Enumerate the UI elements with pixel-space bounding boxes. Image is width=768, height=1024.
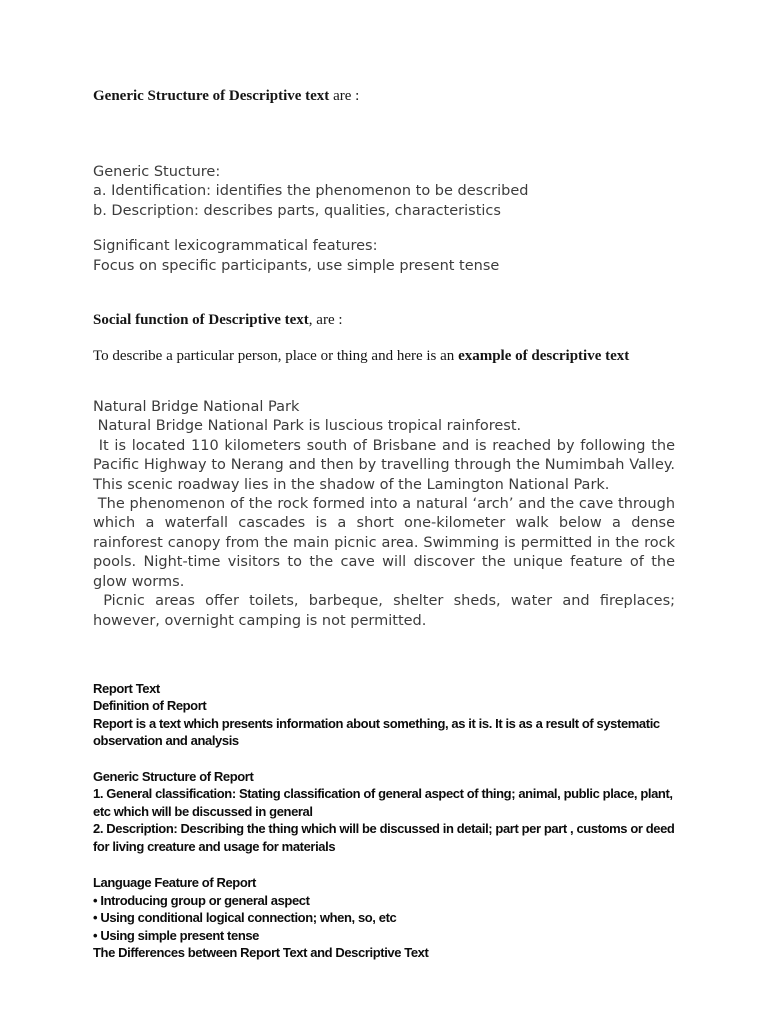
document-content (93, 0, 680, 962)
report-text-title: Report Text (93, 680, 160, 696)
report-structure-item-1: 1. General classification: Stating classification of general aspect of thing; animal, public place, plant, etc which will be discussed in general (93, 786, 673, 819)
report-definition-block (93, 680, 683, 750)
report-structure-title: Generic Structure of Report (93, 768, 254, 784)
example-paragraph: The phenomenon of the rock formed into a natural ‘arch’ and the cave through which a waterfall cascades is a short one-kilometer walk below a dense rainforest canopy from the main picnic area. Swimming is permitted in the rock pools. Night-time visitors to the cave will discover the unique feature of the glow worms. (93, 496, 680, 590)
differences-title: The Differences between Report Text and Descriptive Text (93, 945, 429, 961)
generic-structure-list (93, 163, 675, 221)
social-function-description (93, 346, 675, 366)
heading-social-function-tail: , are : (308, 312, 343, 329)
lexicogrammatical-features (93, 237, 675, 276)
report-definition-title: Definition of Report (93, 698, 207, 714)
social-function-bold: example of descriptive text (458, 348, 630, 365)
example-descriptive-text (93, 398, 680, 631)
lexico-detail: Focus on specific participants, use simple present tense (93, 257, 500, 274)
example-title: Natural Bridge National Park (93, 399, 300, 416)
lexico-title: Significant lexicogrammatical features: (93, 238, 378, 255)
social-function-lead: To describe a particular person, place or thing and here is an (93, 348, 459, 365)
language-feature-title: Language Feature of Report (93, 875, 256, 891)
report-definition-body: Report is a text which presents information about something, as it is. It is as a result of systematic observation and analysis (93, 715, 660, 749)
generic-structure-title: Generic Stucture: (93, 164, 221, 180)
report-language-feature-block (93, 874, 683, 962)
language-feature-bullet-3: • Using simple present tense (93, 927, 260, 943)
heading-generic-structure-tail: are : (329, 88, 360, 104)
report-generic-structure-block (93, 768, 683, 856)
language-feature-bullet-1: • Introducing group or general aspect (93, 892, 310, 908)
heading-social-function (93, 310, 675, 330)
heading-social-function-bold: Social function of Descriptive text (93, 312, 309, 329)
generic-structure-item-b: b. Description: describes parts, qualities, characteristics (93, 202, 501, 219)
example-paragraph: It is located 110 kilometers south of Brisbane and is reached by following the Pacific Highway to Nerang and then by travelling through the Numimbah Valley. This scenic roadway lies in the shadow of the Lamington National Park. (93, 437, 680, 493)
heading-generic-structure-bold: Generic Structure of Descriptive text (93, 88, 330, 104)
heading-generic-structure (93, 86, 675, 106)
example-paragraph: Natural Bridge National Park is luscious tropical rainforest. (93, 418, 522, 435)
language-feature-bullet-2: • Using conditional logical connection; when, so, etc (93, 910, 397, 926)
report-structure-item-2: 2. Description: Describing the thing which will be discussed in detail; part per part , customs or deed for living creature and usage for materials (93, 821, 675, 854)
generic-structure-item-a: a. Identification: identifies the phenomenon to be described (93, 183, 529, 200)
example-paragraph: Picnic areas offer toilets, barbeque, shelter sheds, water and fireplaces; however, overnight camping is not permitted. (93, 593, 680, 629)
